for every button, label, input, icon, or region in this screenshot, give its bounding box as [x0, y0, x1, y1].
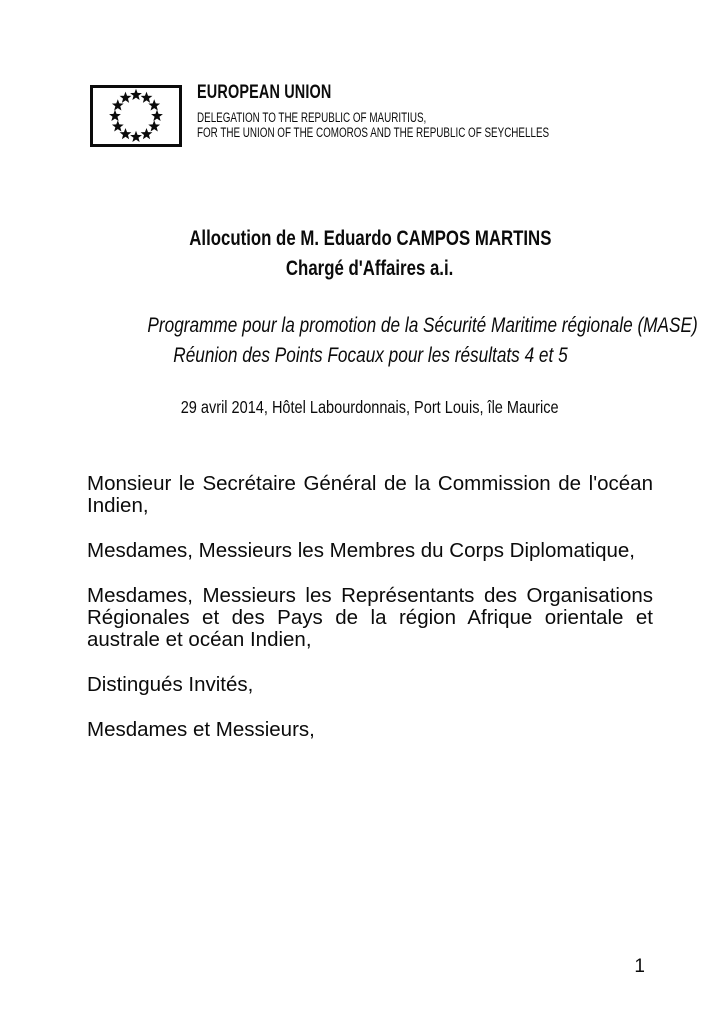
org-name: EUROPEAN UNION [197, 82, 332, 103]
meeting-subtitle: Réunion des Points Focaux pour les résultats 4 et 5 [172, 344, 568, 367]
event-date-location: 29 avril 2014, Hôtel Labourdonnais, Port Louis, île Maurice [181, 397, 559, 417]
speech-body [87, 473, 653, 764]
page-number: 1 [634, 956, 645, 977]
delegation-line-2: FOR THE UNION OF THE COMOROS AND THE REPUBLIC OF SEYCHELLES [197, 124, 550, 140]
salutation-paragraph: Mesdames et Messieurs, [87, 718, 315, 741]
salutation-paragraph: Mesdames, Messieurs les Membres du Corps Diplomatique, [87, 539, 636, 562]
salutation-paragraph: Distingués Invités, [87, 673, 254, 696]
delegation-line-1: DELEGATION TO THE REPUBLIC OF MAURITIUS, [197, 110, 427, 125]
delegation-subtitle [197, 111, 657, 140]
programme-subtitle: Programme pour la promotion de la Sécurité Maritime régionale (MASE) [147, 314, 698, 337]
eu-flag-icon [90, 85, 182, 147]
speech-title: Allocution de M. Eduardo CAMPOS MARTINS [188, 227, 552, 250]
salutation-paragraph: Monsieur le Secrétaire Général de la Commission de l'océan Indien, [87, 472, 653, 517]
speaker-role: Chargé d'Affaires a.i. [286, 257, 454, 280]
salutation-paragraph: Mesdames, Messieurs les Représentants des Organisations Régionales et des Pays de la région Afrique orientale et australe et océan Indien, [87, 584, 653, 651]
